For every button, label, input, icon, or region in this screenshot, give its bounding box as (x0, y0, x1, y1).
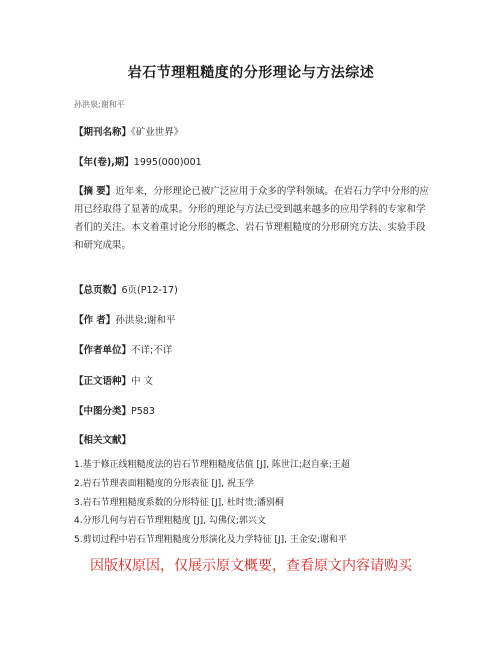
reference-item[interactable]: 2.岩石节理表面粗糙度的分形表征 [J], 祝玉学 (74, 478, 254, 489)
journal-label: 【期刊名称】 (74, 127, 132, 138)
classification-field (74, 403, 155, 417)
pages-value: 6页(P12-17) (121, 285, 178, 296)
affiliation-value: 不详;不详 (131, 345, 173, 356)
language-label: 【正文语种】 (74, 376, 132, 387)
document-title: 岩石节理粗糙度的分形理论与方法综述 (127, 65, 375, 81)
abstract-label: 【摘 要】 (74, 186, 116, 197)
language-field (74, 373, 153, 387)
language-value: 中 文 (131, 376, 154, 387)
pages-label: 【总页数】 (74, 285, 122, 296)
abstract-field (74, 183, 434, 255)
references-heading (74, 432, 131, 446)
references-label: 【相关文献】 (74, 435, 132, 446)
classification-value: P583 (131, 406, 155, 417)
affiliation-field (74, 342, 172, 356)
affiliation-label: 【作者单位】 (74, 345, 132, 356)
classification-label: 【中图分类】 (74, 406, 132, 417)
year-value: 1995(000)001 (133, 157, 202, 168)
author-line: 孙洪泉;谢和平 (74, 100, 125, 109)
journal-value: 《矿业世界》 (131, 127, 184, 138)
abstract-text: 近年来，分形理论已被广泛应用于众多的学科领域。在岩石力学中分形的应用已经取得了显著的成果。分形的理论与方法已受到越来越多的应用学科的专家和学者们的关注。本文着重讨论分形的概念、岩石节理粗糙度的分形研究方法、实验手段和研究成果。 (74, 186, 429, 251)
author-label: 【作 者】 (74, 315, 116, 326)
reference-item[interactable]: 4.分形几何与岩石节理粗糙度 [J], 勾佛仪;郭兴文 (74, 516, 266, 527)
pages-field (74, 282, 178, 296)
year-label: 【年(卷),期】 (74, 157, 134, 168)
year-field (74, 154, 202, 168)
journal-field (74, 124, 183, 138)
reference-item[interactable]: 3.岩石节理粗糙度系数的分形特征 [J], 杜时贵;潘别桐 (74, 497, 284, 508)
author-value: 孙洪泉;谢和平 (115, 315, 176, 326)
reference-item[interactable]: 1.基于修正线粗糙度法的岩石节理粗糙度估值 [J], 陈世江;赵自豪;王超 (74, 460, 350, 470)
copyright-notice: 因版权原因，仅展示原文概要，查看原文内容请购买 (90, 558, 412, 574)
author-field (74, 312, 176, 326)
reference-item[interactable]: 5.剪切过程中岩石节理粗糙度分形演化及力学特征 [J], 王金安;谢和平 (74, 535, 347, 546)
references-list (74, 456, 434, 550)
